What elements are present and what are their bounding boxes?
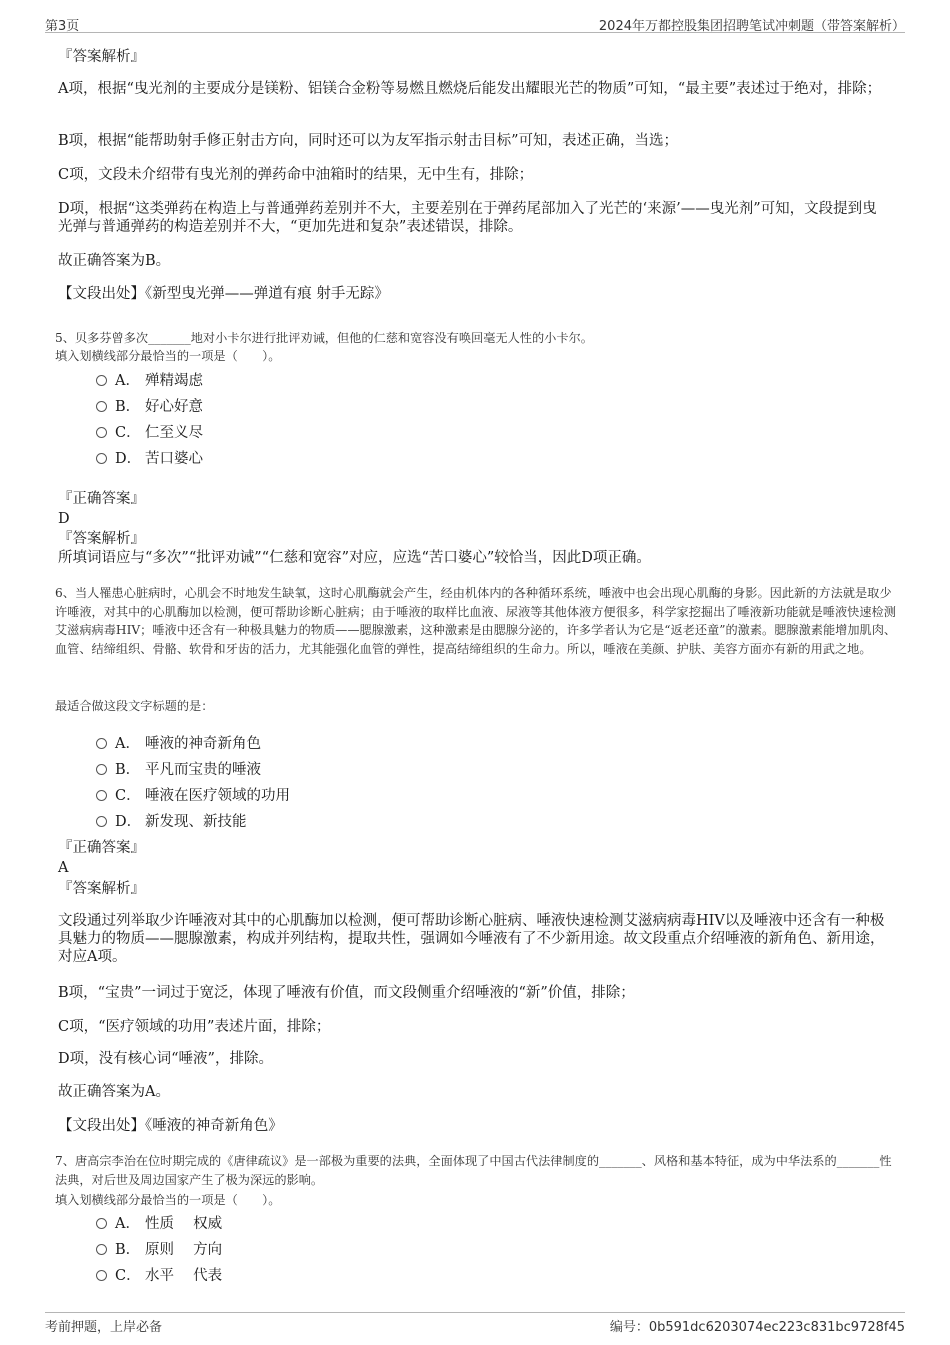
page-header — [45, 12, 905, 33]
radio-icon[interactable] — [96, 738, 107, 749]
radio-icon[interactable] — [96, 375, 107, 386]
q6-stem: 6、当人罹患心脏病时，心肌会不时地发生缺氧，这时心肌酶就会产生，经由机体内的各种循环系统，唾液中也会出现心肌酶的身影。因此新的方法就是取少许唾液，对其中的心肌酶加以检测，便可帮助诊断心脏病；由于唾液的取样比血液、尿液等其他体液方便很多，科学家挖掘出了唾液新功能就是唾液快速检测艾滋病病毒HIV；唾液中还含有一种极具魅力的物质——腮腺激素，这种激素是由腮腺分泌的，许多学者认为它是“返老还童”的激素。腮腺激素能增加肌肉、血管、结缔组织、骨骼、软骨和牙齿的活力，尤其能强化血管的弹性，提高结缔组织的生命力。所以，唾液在美颜、护肤、美容方面亦有新的用武之地。 — [55, 586, 897, 656]
radio-icon[interactable] — [96, 764, 107, 775]
footer-slogan: 考前押题，上岸必备 — [45, 1320, 163, 1335]
q5-answer-label: 『正确答案』 — [58, 491, 145, 507]
q4-analysis-a: A项，根据“曳光剂的主要成分是镁粉、铝镁合金粉等易燃且燃烧后能发出耀眼光芒的物质”可知，“最主要”表述过于绝对，排除； — [58, 81, 882, 97]
document-id: 编号：0b591dc6203074ec223c831bc9728f45 — [609, 1320, 905, 1335]
radio-icon[interactable] — [96, 816, 107, 827]
page-number: 第3页 — [45, 19, 80, 34]
page-footer — [45, 1312, 905, 1335]
q6-prompt: 最适合做这段文字标题的是： — [55, 699, 214, 713]
q5-option-d[interactable]: D． 苦口婆心 — [96, 450, 203, 468]
q7-option-c[interactable]: C． 水平 代表 — [96, 1267, 222, 1285]
q6-analysis-b: B项，“宝贵”一词过于宽泛，体现了唾液有价值，而文段侧重介绍唾液的“新”价值，排除； — [58, 985, 635, 1001]
q7-prompt: 填入划横线部分最恰当的一项是（ ）。 — [55, 1193, 281, 1207]
radio-icon[interactable] — [96, 1244, 107, 1255]
q6-option-c[interactable]: C． 唾液在医疗领域的功用 — [96, 787, 290, 805]
document-title: 2024年万都控股集团招聘笔试冲刺题（带答案解析） — [598, 19, 905, 34]
q6-answer: A — [58, 860, 69, 876]
q5-answer: D — [58, 511, 70, 527]
q6-source: 【文段出处】《唾液的神奇新角色》 — [58, 1118, 283, 1134]
q6-analysis-c: C项，“医疗领域的功用”表述片面，排除； — [58, 1019, 331, 1035]
q4-source: 【文段出处】《新型曳光弹——弹道有痕 射手无踪》 — [58, 286, 389, 302]
q4-analysis-b: B项，根据“能帮助射手修正射击方向，同时还可以为友军指示射击目标”可知，表述正确，当选； — [58, 133, 678, 149]
q5-analysis-label: 『答案解析』 — [58, 531, 145, 547]
q6-answer-label: 『正确答案』 — [58, 840, 145, 856]
q5-option-b[interactable]: B． 好心好意 — [96, 398, 203, 416]
radio-icon[interactable] — [96, 427, 107, 438]
radio-icon[interactable] — [96, 1270, 107, 1281]
q4-analysis-d: D项，根据“这类弹药在构造上与普通弹药差别并不大，主要差别在于弹药尾部加入了光芒的‘来源’——曳光剂”可知，文段提到曳光弹与普通弹药的构造差别并不大，“更加先进和复杂”表述错误，排除。 — [58, 201, 877, 235]
radio-icon[interactable] — [96, 1218, 107, 1229]
q5-option-c[interactable]: C． 仁至义尽 — [96, 424, 203, 442]
q5-option-a[interactable]: A． 殚精竭虑 — [96, 372, 203, 390]
q5-analysis: 所填词语应与“多次”“批评劝诫”“仁慈和宽容”对应，应选“苦口婆心”较恰当，因此D项正确。 — [58, 550, 651, 566]
radio-icon[interactable] — [96, 453, 107, 464]
q6-conclusion: 故正确答案为A。 — [58, 1084, 170, 1100]
q7-option-a[interactable]: A． 性质 权威 — [96, 1215, 222, 1233]
q6-option-d[interactable]: D． 新发现、新技能 — [96, 813, 247, 831]
q4-analysis-c: C项，文段未介绍带有曳光剂的弹药命中油箱时的结果，无中生有，排除； — [58, 167, 534, 183]
q5-prompt: 填入划横线部分最恰当的一项是（ ）。 — [55, 349, 281, 363]
q5-stem: 5、贝多芬曾多次_______地对小卡尔进行批评劝诫，但他的仁慈和宽容没有唤回毫无人性的小卡尔。 — [55, 331, 593, 345]
q6-option-b[interactable]: B． 平凡而宝贵的唾液 — [96, 761, 261, 779]
q4-conclusion: 故正确答案为B。 — [58, 253, 171, 269]
q7-stem: 7、唐高宗李治在位时期完成的《唐律疏议》是一部极为重要的法典，全面体现了中国古代法律制度的_______、风格和基本特征，成为中华法系的_______性法典，对后世及周边国家产生了极为深远的影响。 — [55, 1154, 892, 1187]
q6-option-a[interactable]: A． 唾液的神奇新角色 — [96, 735, 261, 753]
radio-icon[interactable] — [96, 790, 107, 801]
q7-option-b[interactable]: B． 原则 方向 — [96, 1241, 222, 1259]
radio-icon[interactable] — [96, 401, 107, 412]
q4-analysis-label: 『答案解析』 — [58, 49, 145, 65]
q6-analysis-label: 『答案解析』 — [58, 881, 145, 897]
q6-analysis: 文段通过列举取少许唾液对其中的心肌酶加以检测，便可帮助诊断心脏病、唾液快速检测艾滋病病毒HIV以及唾液中还含有一种极具魅力的物质——腮腺激素，构成并列结构，提取共性，强调如今唾液有了不少新用途。故文段重点介绍唾液的新角色、新用途，对应A项。 — [58, 913, 885, 965]
q6-analysis-d: D项，没有核心词“唾液”，排除。 — [58, 1051, 273, 1067]
